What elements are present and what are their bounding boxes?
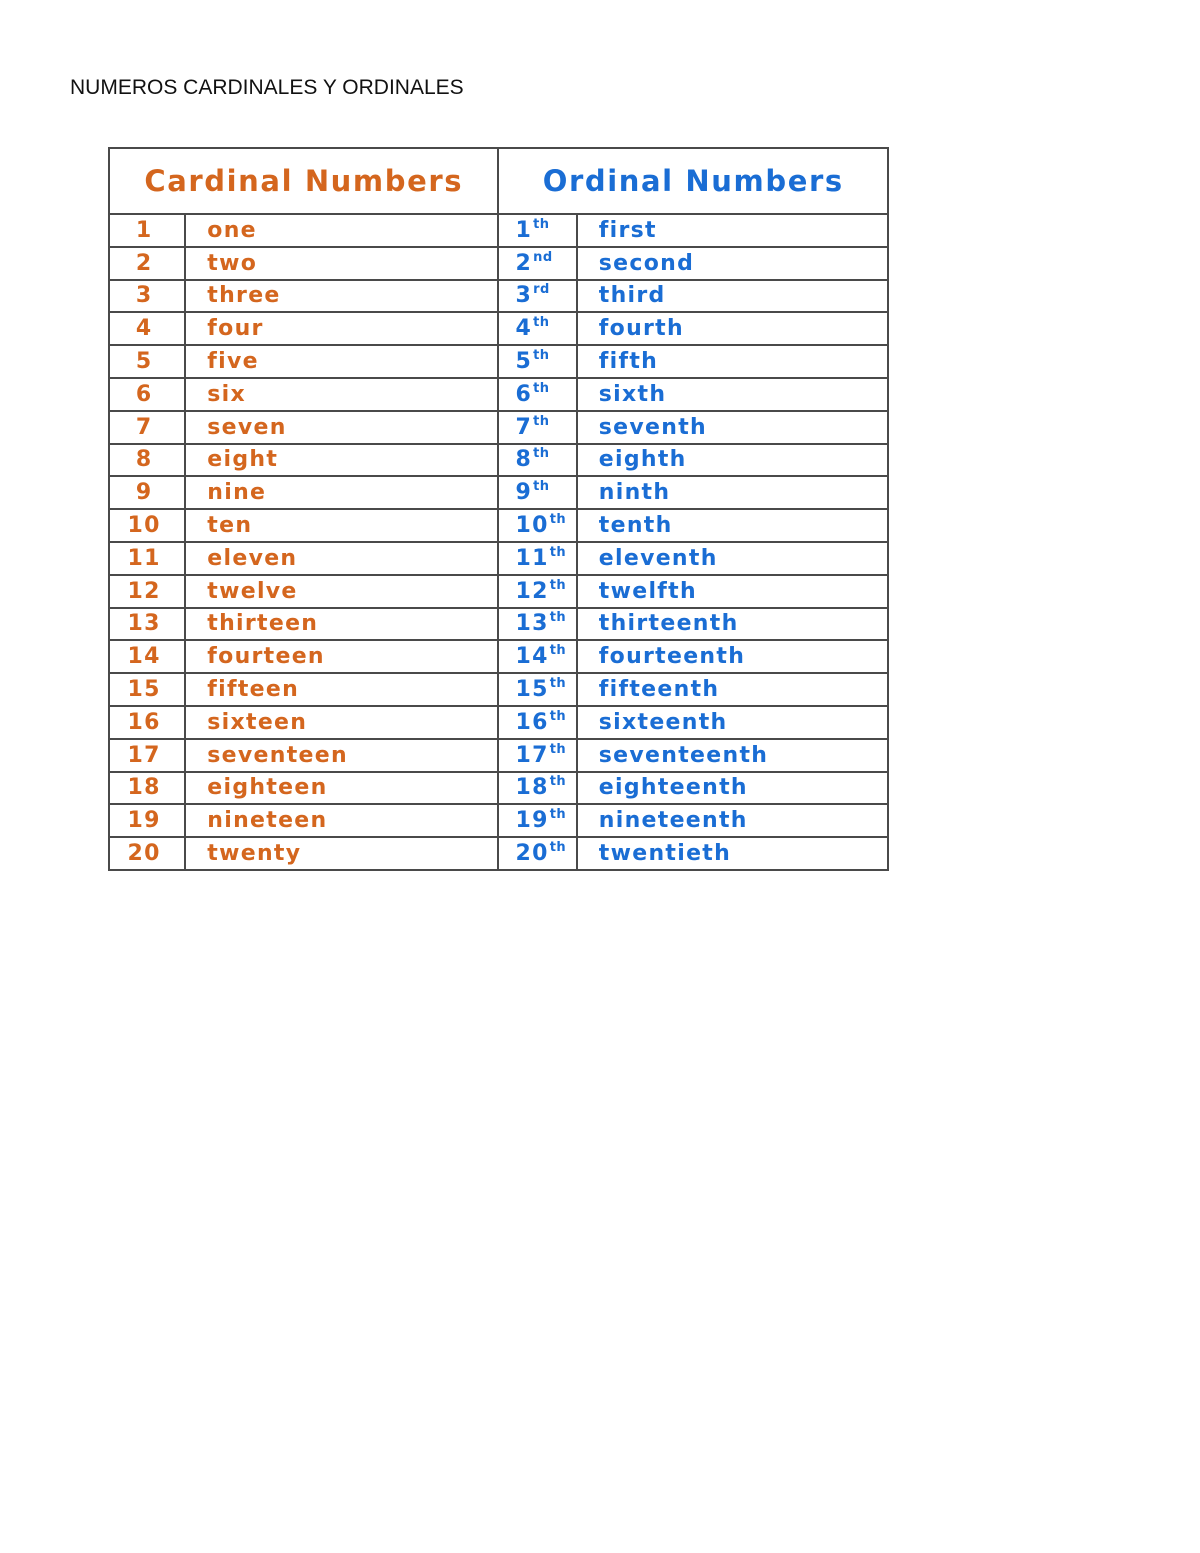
ordinal-word: fifth	[577, 345, 888, 378]
cardinal-number: 3	[109, 280, 185, 313]
table-header-row	[109, 148, 888, 214]
cardinal-word: thirteen	[185, 608, 498, 641]
cardinal-word: eleven	[185, 542, 498, 575]
ordinal-suffix: nd	[533, 249, 553, 265]
table-row	[109, 706, 888, 739]
cardinal-number: 2	[109, 247, 185, 280]
table-row	[109, 509, 888, 542]
ordinal-suffix: th	[533, 413, 550, 429]
ordinal-word: ninth	[577, 476, 888, 509]
table-row	[109, 214, 888, 247]
ordinal-suffix: th	[533, 446, 550, 462]
ordinal-number: 15	[515, 677, 549, 703]
table-row	[109, 673, 888, 706]
ordinal-number: 18	[515, 775, 549, 801]
ordinal-number-cell	[498, 804, 576, 837]
ordinal-number: 9	[515, 480, 533, 506]
cardinal-word: fourteen	[185, 640, 498, 673]
ordinal-word: first	[577, 214, 888, 247]
ordinal-suffix: th	[549, 807, 567, 823]
ordinal-number-cell	[498, 280, 576, 313]
ordinal-word: twelfth	[577, 575, 888, 608]
ordinal-number-cell	[498, 673, 576, 706]
cardinal-number: 17	[109, 739, 185, 772]
ordinal-number-cell	[498, 214, 576, 247]
ordinal-word: sixteenth	[577, 706, 888, 739]
ordinal-number-cell	[498, 411, 576, 444]
cardinal-word: nineteen	[185, 804, 498, 837]
ordinal-number-cell	[498, 247, 576, 280]
ordinal-suffix: th	[533, 380, 550, 396]
cardinal-number: 10	[109, 509, 185, 542]
numbers-table	[108, 147, 889, 871]
cardinal-word: six	[185, 378, 498, 411]
ordinal-number: 14	[515, 644, 549, 670]
cardinal-number: 14	[109, 640, 185, 673]
cardinal-number: 8	[109, 444, 185, 477]
ordinal-number: 6	[515, 381, 533, 407]
ordinal-number: 5	[515, 349, 533, 375]
ordinal-number: 7	[515, 414, 533, 440]
table-row	[109, 837, 888, 870]
ordinal-suffix: th	[549, 577, 567, 593]
cardinal-number: 18	[109, 772, 185, 805]
ordinal-number: 10	[515, 513, 549, 539]
cardinal-word: fifteen	[185, 673, 498, 706]
ordinal-number-cell	[498, 312, 576, 345]
ordinal-suffix: th	[549, 610, 567, 626]
table-row	[109, 772, 888, 805]
ordinal-number: 16	[515, 709, 549, 735]
table-row	[109, 575, 888, 608]
ordinal-word: nineteenth	[577, 804, 888, 837]
ordinal-number-cell	[498, 772, 576, 805]
ordinal-word: eighteenth	[577, 772, 888, 805]
ordinal-number-cell	[498, 509, 576, 542]
ordinal-number: 4	[515, 316, 533, 342]
ordinal-number: 20	[515, 841, 549, 867]
ordinal-number: 3	[515, 283, 533, 309]
cardinal-word: sixteen	[185, 706, 498, 739]
ordinal-word: twentieth	[577, 837, 888, 870]
ordinal-suffix: th	[533, 348, 550, 364]
ordinal-word: sixth	[577, 378, 888, 411]
ordinal-suffix: th	[549, 840, 567, 856]
ordinal-number-cell	[498, 345, 576, 378]
ordinal-word: fourteenth	[577, 640, 888, 673]
table-body	[109, 214, 888, 870]
ordinal-suffix: th	[549, 676, 567, 692]
cardinal-word: one	[185, 214, 498, 247]
ordinal-number-cell	[498, 378, 576, 411]
ordinal-suffix: th	[549, 741, 567, 757]
ordinal-number-cell	[498, 837, 576, 870]
ordinal-header: Ordinal Numbers	[498, 148, 888, 214]
ordinal-number-cell	[498, 542, 576, 575]
cardinal-number: 12	[109, 575, 185, 608]
ordinal-suffix: th	[549, 512, 567, 528]
cardinal-number: 4	[109, 312, 185, 345]
table-row	[109, 345, 888, 378]
cardinal-word: seventeen	[185, 739, 498, 772]
cardinal-number: 15	[109, 673, 185, 706]
ordinal-number: 13	[515, 611, 549, 637]
table-row	[109, 739, 888, 772]
ordinal-suffix: th	[549, 544, 567, 560]
table-row	[109, 378, 888, 411]
ordinal-number-cell	[498, 640, 576, 673]
ordinal-number: 2	[515, 250, 533, 276]
cardinal-word: five	[185, 345, 498, 378]
cardinal-word: twelve	[185, 575, 498, 608]
ordinal-number: 19	[515, 808, 549, 834]
cardinal-word: three	[185, 280, 498, 313]
cardinal-word: twenty	[185, 837, 498, 870]
ordinal-number: 1	[515, 217, 533, 243]
ordinal-number-cell	[498, 444, 576, 477]
cardinal-word: eighteen	[185, 772, 498, 805]
cardinal-word: nine	[185, 476, 498, 509]
ordinal-suffix: th	[533, 216, 550, 232]
table-row	[109, 608, 888, 641]
ordinal-suffix: th	[533, 479, 550, 495]
ordinal-number: 17	[515, 742, 549, 768]
ordinal-suffix: th	[549, 708, 567, 724]
table-row	[109, 411, 888, 444]
table-row	[109, 476, 888, 509]
cardinal-word: seven	[185, 411, 498, 444]
ordinal-suffix: th	[549, 643, 567, 659]
table-row	[109, 542, 888, 575]
ordinal-word: seventh	[577, 411, 888, 444]
table-row	[109, 280, 888, 313]
ordinal-suffix: th	[533, 315, 550, 331]
cardinal-word: ten	[185, 509, 498, 542]
ordinal-number-cell	[498, 575, 576, 608]
ordinal-number: 11	[515, 545, 549, 571]
cardinal-word: four	[185, 312, 498, 345]
cardinal-number: 1	[109, 214, 185, 247]
ordinal-number: 8	[515, 447, 533, 473]
cardinal-number: 13	[109, 608, 185, 641]
cardinal-number: 9	[109, 476, 185, 509]
cardinal-number: 19	[109, 804, 185, 837]
ordinal-word: fourth	[577, 312, 888, 345]
ordinal-word: eighth	[577, 444, 888, 477]
table-row	[109, 312, 888, 345]
ordinal-number: 12	[515, 578, 549, 604]
cardinal-number: 11	[109, 542, 185, 575]
ordinal-word: fifteenth	[577, 673, 888, 706]
ordinal-number-cell	[498, 706, 576, 739]
cardinal-number: 20	[109, 837, 185, 870]
ordinal-number-cell	[498, 739, 576, 772]
ordinal-suffix: th	[549, 774, 567, 790]
table-row	[109, 640, 888, 673]
cardinal-header: Cardinal Numbers	[109, 148, 498, 214]
table-row	[109, 247, 888, 280]
cardinal-number: 6	[109, 378, 185, 411]
cardinal-word: two	[185, 247, 498, 280]
ordinal-word: seventeenth	[577, 739, 888, 772]
ordinal-word: tenth	[577, 509, 888, 542]
ordinal-word: eleventh	[577, 542, 888, 575]
cardinal-number: 16	[109, 706, 185, 739]
cardinal-number: 7	[109, 411, 185, 444]
table-row	[109, 444, 888, 477]
cardinal-number: 5	[109, 345, 185, 378]
cardinal-word: eight	[185, 444, 498, 477]
ordinal-word: thirteenth	[577, 608, 888, 641]
ordinal-word: third	[577, 280, 888, 313]
table-row	[109, 804, 888, 837]
ordinal-suffix: rd	[533, 282, 550, 298]
ordinal-number-cell	[498, 476, 576, 509]
document-title: NUMEROS CARDINALES Y ORDINALES	[70, 76, 464, 99]
ordinal-number-cell	[498, 608, 576, 641]
ordinal-word: second	[577, 247, 888, 280]
